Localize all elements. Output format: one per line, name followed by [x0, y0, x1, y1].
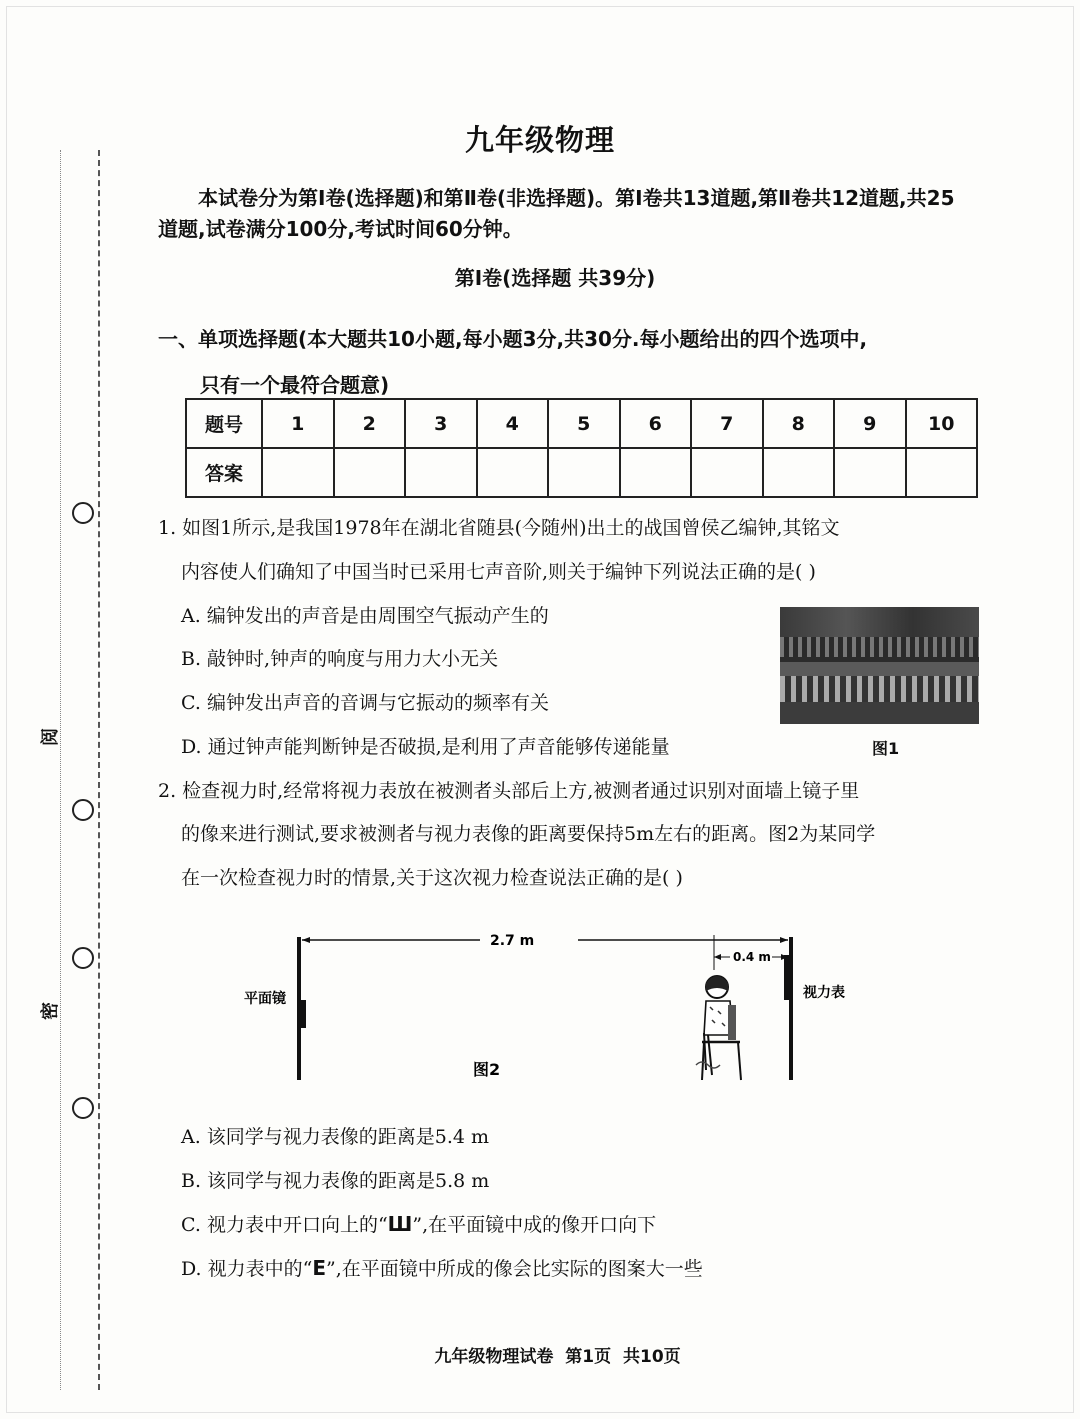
chime-bells-photo: [780, 607, 979, 724]
question-1-stem: 1. 如图1所示,是我国1978年在湖北省随县(今随州)出土的战国曾侯乙编钟,其铭文: [158, 517, 840, 539]
question-1-option-c: C. 编钟发出声音的音调与它振动的频率有关: [181, 692, 549, 714]
page-title: 九年级物理: [464, 123, 615, 157]
table-row: [186, 399, 977, 448]
mirror-wall: [297, 937, 301, 1080]
section-title: [158, 316, 978, 408]
distance-small-label: 0.4 m: [733, 950, 771, 964]
question-2-stem: 在一次检查视力时的情景,关于这次视力检查说法正确的是( ): [181, 867, 683, 889]
binding-hole: [72, 1097, 94, 1119]
figure-2-diagram: [230, 925, 870, 1095]
question-2-stem: 2. 检查视力时,经常将视力表放在被测者头部后上方,被测者通过识别对面墙上镜子里: [158, 780, 860, 802]
option-text: C. 视力表中开口向上的“: [181, 1214, 388, 1236]
question-number-cell: 3: [405, 399, 477, 448]
binding-hole: [72, 799, 94, 821]
question-number-cell: 7: [691, 399, 763, 448]
question-1-option-b: B. 敲钟时,钟声的响度与用力大小无关: [181, 648, 499, 670]
eye-chart-symbol: Ш: [387, 1212, 413, 1236]
student-figure: [696, 976, 741, 1080]
margin-char: 密: [40, 1002, 61, 1020]
answer-cell[interactable]: [477, 448, 549, 497]
answer-cell[interactable]: [834, 448, 906, 497]
binding-hole: [72, 947, 94, 969]
figure-1-label: 图1: [872, 739, 900, 758]
answer-cell[interactable]: [548, 448, 620, 497]
table-row: [186, 448, 977, 497]
mirror-label: 平面镜: [244, 991, 286, 1007]
answer-cell[interactable]: [405, 448, 477, 497]
answer-cell[interactable]: [691, 448, 763, 497]
question-number-cell: 6: [620, 399, 692, 448]
eye-chart-symbol: E: [312, 1256, 327, 1280]
question-number-cell: 4: [477, 399, 549, 448]
mirror: [301, 1000, 306, 1028]
answer-cell[interactable]: [262, 448, 334, 497]
chart-wall: [789, 937, 793, 1080]
binding-hole: [72, 502, 94, 524]
answer-cell[interactable]: [334, 448, 406, 497]
table-header-cell: 题号: [186, 399, 262, 448]
answer-cell[interactable]: [620, 448, 692, 497]
question-2-stem: 的像来进行测试,要求被测者与视力表像的距离要保持5m左右的距离。图2为某同学: [181, 823, 876, 845]
option-text: D. 视力表中的“: [181, 1258, 313, 1280]
question-number-cell: 10: [906, 399, 978, 448]
binding-line: [98, 150, 100, 1390]
question-1-option-d: D. 通过钟声能判断钟是否破损,是利用了声音能够传递能量: [181, 736, 670, 758]
question-number-cell: 2: [334, 399, 406, 448]
answer-table: [185, 398, 978, 498]
section-title-line: 只有一个最符合题意): [200, 373, 390, 397]
question-number-cell: 9: [834, 399, 906, 448]
question-2-option-c: [181, 1212, 656, 1237]
question-2-option-b: B. 该同学与视力表像的距离是5.8 m: [181, 1170, 490, 1192]
option-text: ”,在平面镜中所成的像会比实际的图案大一些: [326, 1258, 703, 1280]
page-footer: 九年级物理试卷 第1页 共10页: [434, 1347, 681, 1367]
table-header-cell: 答案: [186, 448, 262, 497]
exam-intro: 本试卷分为第Ⅰ卷(选择题)和第Ⅱ卷(非选择题)。第Ⅰ卷共13道题,第Ⅱ卷共12道题,共25道题,试卷满分100分,考试时间60分钟。: [158, 186, 955, 241]
eye-chart: [784, 955, 789, 1000]
binding-line-outer: [60, 150, 61, 1390]
volume-title: 第Ⅰ卷(选择题 共39分): [454, 266, 656, 290]
option-text: ”,在平面镜中成的像开口向下: [412, 1214, 657, 1236]
eye-chart-label: 视力表: [803, 985, 845, 1001]
question-number-cell: 8: [763, 399, 835, 448]
answer-cell[interactable]: [763, 448, 835, 497]
question-number-cell: 1: [262, 399, 334, 448]
question-1-option-a: A. 编钟发出的声音是由周围空气振动产生的: [181, 605, 549, 627]
question-2-option-a: A. 该同学与视力表像的距离是5.4 m: [181, 1126, 490, 1148]
distance-total-label: 2.7 m: [490, 933, 535, 949]
answer-cell[interactable]: [906, 448, 978, 497]
section-title-line: 一、单项选择题(本大题共10小题,每小题3分,共30分.每小题给出的四个选项中,: [158, 327, 868, 351]
margin-char: 阅: [40, 728, 61, 746]
question-1-stem: 内容使人们确知了中国当时已采用七声音阶,则关于编钟下列说法正确的是( ): [181, 561, 816, 583]
figure-2-label: 图2: [473, 1060, 501, 1079]
question-2-option-d: [181, 1256, 703, 1281]
question-number-cell: 5: [548, 399, 620, 448]
